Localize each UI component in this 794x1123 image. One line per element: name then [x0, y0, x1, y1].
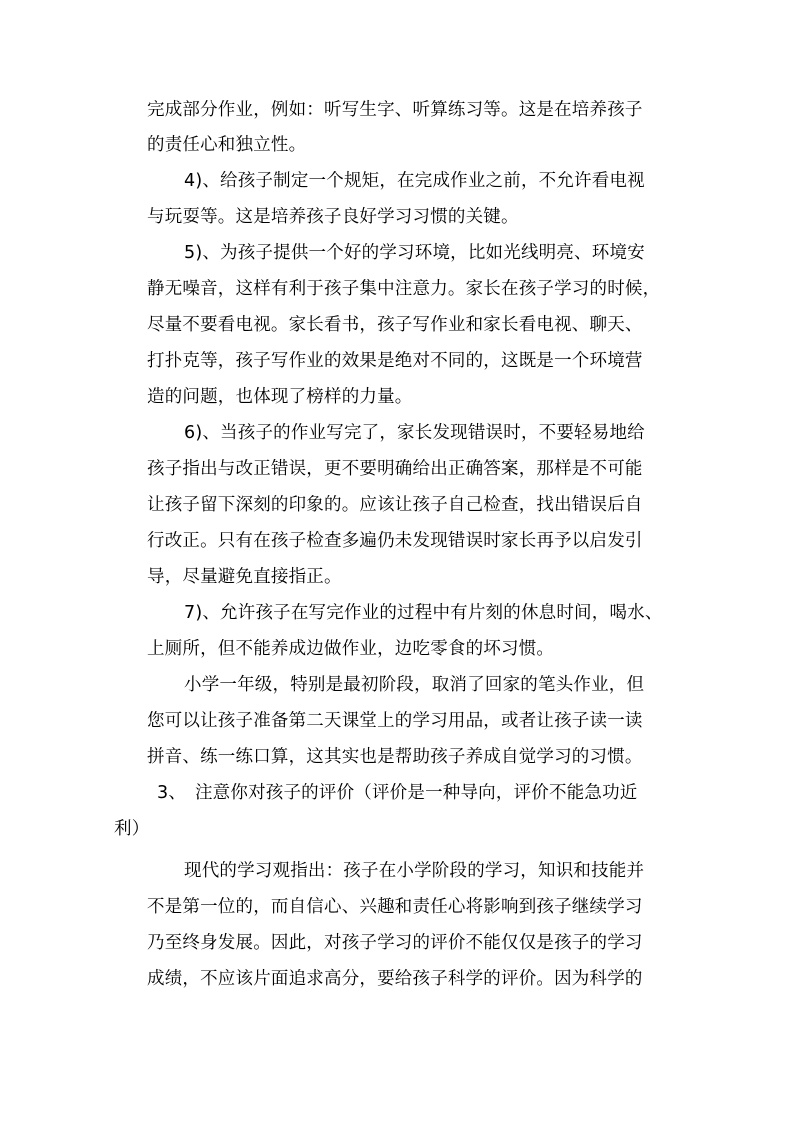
text-line: 的责任心和独立性。 [147, 135, 307, 155]
text-line: 与玩耍等。这是培养孩子良好学习习惯的关键。 [147, 207, 519, 227]
text-line: 3、 注意你对孩子的评价（评价是一种导向，评价不能急功近 [157, 783, 638, 803]
text-line: 让孩子留下深刻的印象的。应该让孩子自己检查，找出错误后自 [147, 495, 643, 515]
text-line: 6)、当孩子的作业写完了，家长发现错误时，不要轻易地给 [184, 423, 645, 443]
text-line: 不是第一位的，而自信心、兴趣和责任心将影响到孩子继续学习 [147, 897, 643, 917]
text-line: 5)、为孩子提供一个好的学习环境，比如光线明亮、环境安 [184, 243, 645, 263]
text-line: 您可以让孩子准备第二天课堂上的学习用品，或者让孩子读一读 [147, 711, 643, 731]
text-line: 上厕所，但不能养成边做作业，边吃零食的坏习惯。 [147, 639, 555, 659]
text-line: 成绩，不应该片面追求高分，要给孩子科学的评价。因为科学的 [147, 969, 643, 989]
text-line: 乃至终身发展。因此，对孩子学习的评价不能仅仅是孩子的学习 [147, 933, 643, 953]
text-line: 完成部分作业，例如：听写生字、听算练习等。这是在培养孩子 [147, 100, 643, 120]
text-line: 4)、给孩子制定一个规矩，在完成作业之前，不允许看电视 [184, 171, 645, 191]
text-line: 拼音、练一练口算，这其实也是帮助孩子养成自觉学习的习惯。 [147, 747, 643, 767]
text-line: 利） [114, 819, 150, 839]
text-line: 7)、允许孩子在写完作业的过程中有片刻的休息时间，喝水、 [184, 603, 663, 623]
text-line: 现代的学习观指出：孩子在小学阶段的学习，知识和技能并 [184, 861, 645, 881]
text-line: 行改正。只有在孩子检查多遍仍未发现错误时家长再予以启发引 [147, 531, 643, 551]
text-line: 静无噪音，这样有利于孩子集中注意力。家长在孩子学习的时候， [147, 279, 661, 299]
text-line: 打扑克等，孩子写作业的效果是绝对不同的，这既是一个环境营 [147, 351, 643, 371]
text-line: 小学一年级，特别是最初阶段，取消了回家的笔头作业，但 [184, 675, 645, 695]
text-line: 尽量不要看电视。家长看书，孩子写作业和家长看电视、聊天、 [147, 315, 643, 335]
text-line: 孩子指出与改正错误，更不要明确给出正确答案，那样是不可能 [147, 459, 643, 479]
text-line: 造的问题，也体现了榜样的力量。 [147, 387, 413, 407]
text-line: 导，尽量避免直接指正。 [147, 567, 342, 587]
